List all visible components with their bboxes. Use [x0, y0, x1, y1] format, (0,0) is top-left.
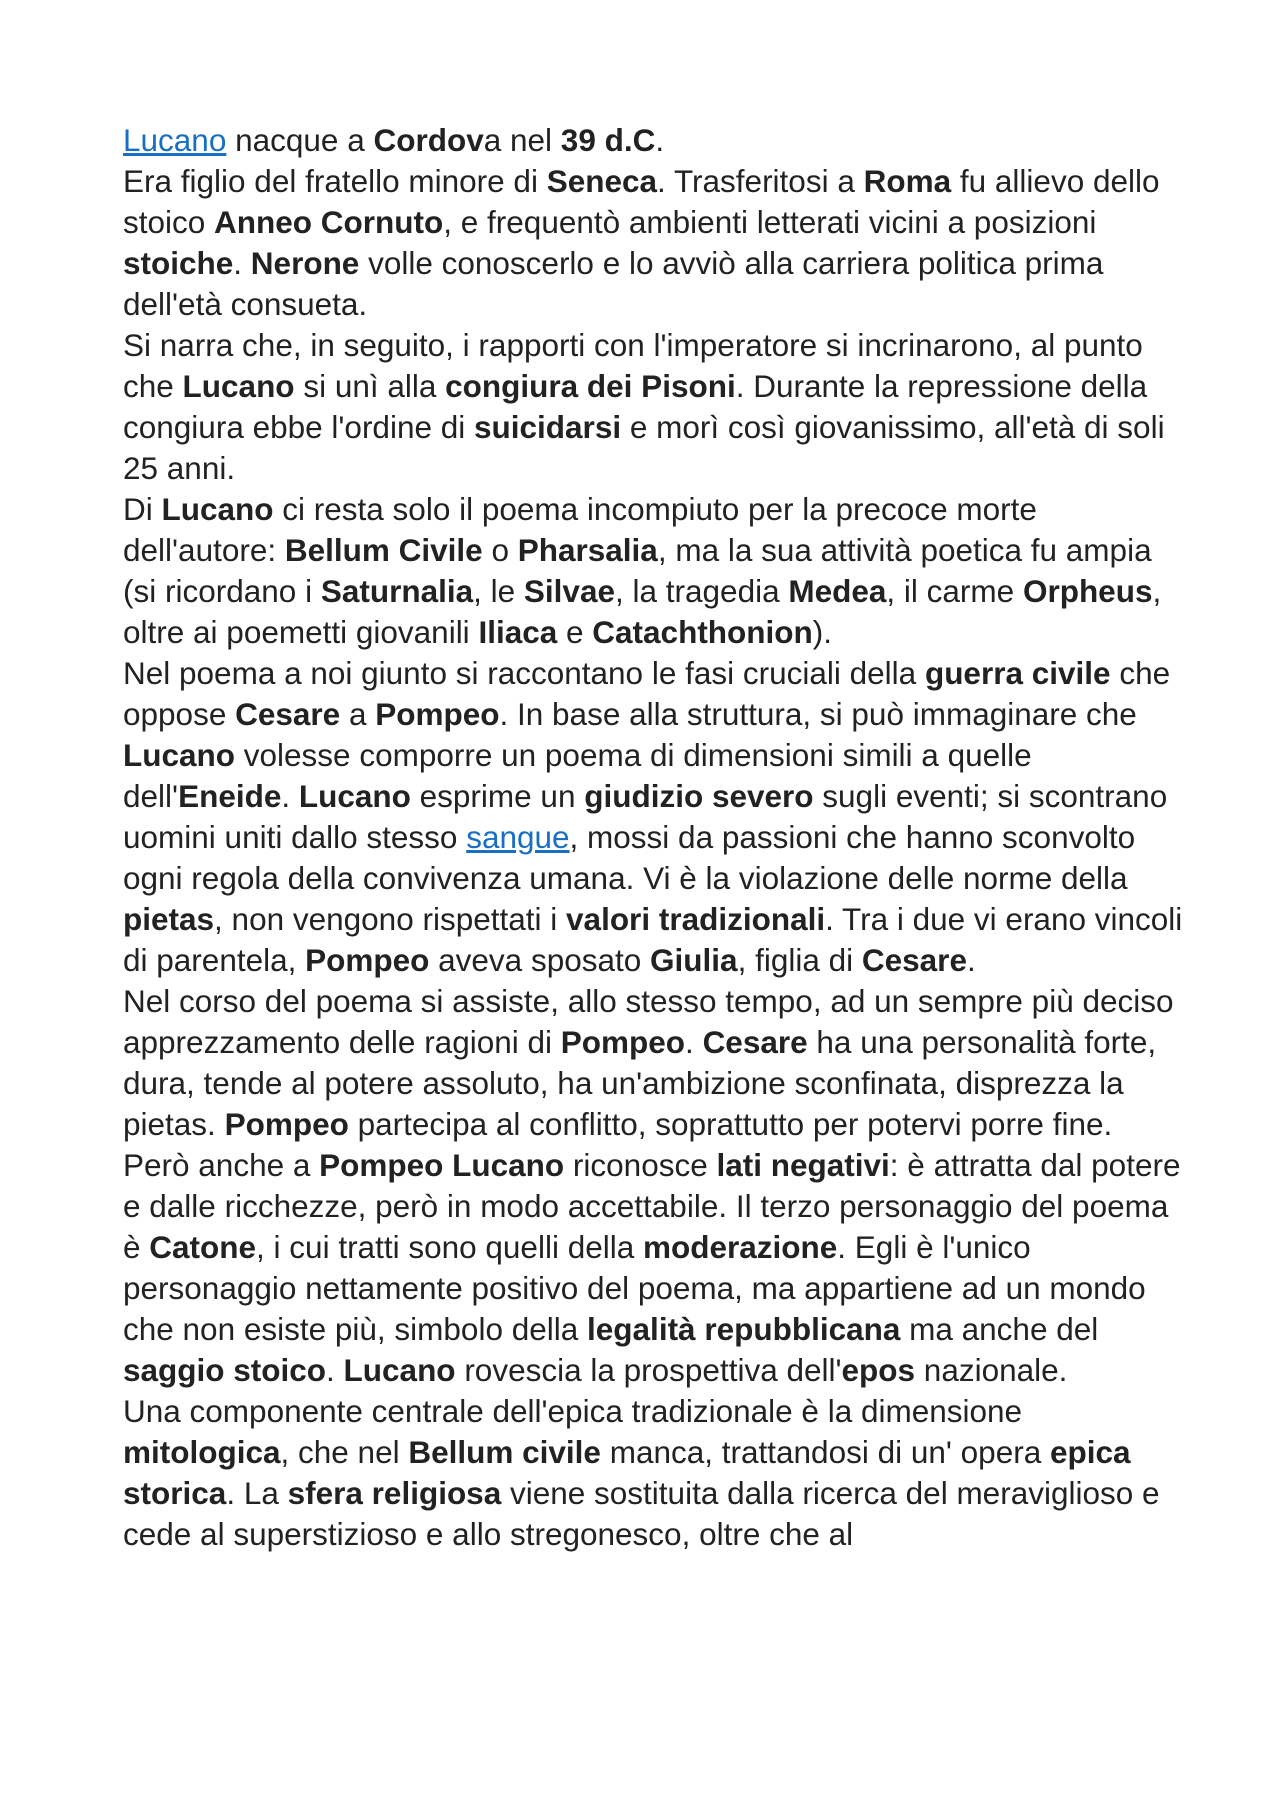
text-run: , le — [473, 573, 524, 609]
text-run: , oltre ai poemetti giovanili — [123, 573, 1162, 650]
bold-text: Lucano — [161, 491, 274, 527]
text-run: . — [326, 1352, 344, 1388]
text-run: e morì così giovanissimo, all'età di soli 25 anni. — [123, 409, 1165, 486]
text-run: riconosce — [564, 1147, 717, 1183]
bold-text: Seneca — [546, 163, 658, 199]
bold-text: sfera religiosa — [287, 1475, 502, 1511]
bold-text: Cesare — [702, 1024, 808, 1060]
bold-text: Iliaca — [478, 614, 558, 650]
paragraph — [123, 120, 1183, 161]
text-run: viene sostituita dalla ricerca del meraviglioso e cede al superstizioso e allo stregonesco, oltre che al — [123, 1475, 1160, 1552]
bold-text: pietas — [123, 901, 215, 937]
text-run: , figlia di — [737, 942, 862, 978]
bold-text: Pompeo — [560, 1024, 686, 1060]
bold-text: Anneo Cornuto — [214, 204, 444, 240]
text-run: . — [685, 1024, 703, 1060]
text-run: esprime un — [410, 778, 585, 814]
bold-text: Giulia — [650, 942, 738, 978]
text-run: , e frequentò ambienti letterati vicini a posizioni — [443, 204, 1097, 240]
text-run: , il carme — [886, 573, 1023, 609]
text-run: partecipa al conflitto, soprattutto per potervi porre fine. Però anche a — [123, 1106, 1113, 1183]
bold-text: Pompeo Lucano — [319, 1147, 565, 1183]
text-run: . — [655, 122, 665, 158]
text-run: . — [233, 245, 251, 281]
text-run: a nel — [483, 122, 561, 158]
bold-text: Lucano — [343, 1352, 456, 1388]
text-run: rovescia la prospettiva dell' — [455, 1352, 842, 1388]
paragraph — [123, 981, 1183, 1391]
document-body — [123, 120, 1183, 1555]
text-run: ). — [812, 614, 833, 650]
bold-text: Pompeo — [375, 696, 500, 732]
text-run: volesse comporre un poema di dimensioni simili a quelle dell' — [123, 737, 1032, 814]
text-run: o — [482, 532, 518, 568]
bold-text: Eneide — [178, 778, 282, 814]
bold-text: congiura dei Pisoni — [445, 368, 736, 404]
text-run: nacque a — [226, 122, 374, 158]
bold-text: epica storica — [123, 1434, 1131, 1511]
bold-text: legalità repubblicana — [587, 1311, 901, 1347]
text-run: manca, trattandosi di un' opera — [600, 1434, 1050, 1470]
bold-text: lati negativi — [716, 1147, 890, 1183]
text-run: Era figlio del fratello minore di — [123, 163, 547, 199]
text-run: . Durante la repressione della congiura ebbe l'ordine di — [123, 368, 1148, 445]
text-run: , che nel — [280, 1434, 409, 1470]
text-run: . Tra i due vi erano vincoli di parentela, — [123, 901, 1183, 978]
text-run: ci resta solo il poema incompiuto per la precoce morte dell'autore: — [123, 491, 1037, 568]
bold-text: valori tradizionali — [566, 901, 826, 937]
paragraph — [123, 653, 1183, 981]
inline-link[interactable]: sangue — [466, 819, 570, 855]
bold-text: Nerone — [250, 245, 360, 281]
text-run: , non vengono rispettati i — [214, 901, 567, 937]
text-run: : è attratta dal potere e dalle ricchezze, però in modo accettabile. Il terzo personaggio del poema è — [123, 1147, 1181, 1265]
text-run: sugli eventi; si scontrano uomini uniti dallo stesso — [123, 778, 1168, 855]
text-run: Una componente centrale dell'epica tradizionale è la dimensione — [123, 1393, 1023, 1429]
text-run: Nel poema a noi giunto si raccontano le fasi cruciali della — [123, 655, 925, 691]
bold-text: Orpheus — [1022, 573, 1153, 609]
bold-text: Catachthonion — [592, 614, 813, 650]
text-run: . — [281, 778, 299, 814]
bold-text: Pompeo — [224, 1106, 349, 1142]
text-run: volle conoscerlo e lo avviò alla carriera politica prima dell'età consueta. — [123, 245, 1104, 322]
bold-text: Silvae — [523, 573, 615, 609]
text-run: , mossi da passioni che hanno sconvolto ogni regola della convivenza umana. Vi è la violazione delle norme della — [123, 819, 1136, 896]
text-run: . La — [226, 1475, 288, 1511]
text-run: . — [966, 942, 976, 978]
bold-text: Lucano — [123, 737, 236, 773]
text-run: Nel corso del poema si assiste, allo stesso tempo, ad un sempre più deciso apprezzamento delle ragioni di — [123, 983, 1174, 1060]
bold-text: Cordov — [373, 122, 484, 158]
bold-text: suicidarsi — [474, 409, 622, 445]
text-run: Si narra che, in seguito, i rapporti con l'imperatore si incrinarono, al punto che — [123, 327, 1143, 404]
text-run: . Trasferitosi a — [657, 163, 864, 199]
bold-text: Medea — [788, 573, 887, 609]
text-run: . In base alla struttura, si può immaginare che — [499, 696, 1137, 732]
text-run: , i cui tratti sono quelli della — [256, 1229, 643, 1265]
text-run: a — [340, 696, 376, 732]
paragraph — [123, 325, 1183, 489]
bold-text: Pompeo — [305, 942, 430, 978]
text-run: Di — [123, 491, 162, 527]
text-run: ha una personalità forte, dura, tende al potere assoluto, ha un'ambizione sconfinata, disprezza la pietas. — [123, 1024, 1157, 1142]
bold-text: Saturnalia — [320, 573, 474, 609]
text-run: fu allievo dello stoico — [123, 163, 1160, 240]
bold-text: Bellum civile — [408, 1434, 601, 1470]
paragraph — [123, 161, 1183, 325]
text-run: che oppose — [123, 655, 1171, 732]
text-run: , la tragedia — [615, 573, 789, 609]
bold-text: Cesare — [235, 696, 341, 732]
bold-text: Bellum Civile — [284, 532, 483, 568]
bold-text: moderazione — [643, 1229, 838, 1265]
text-run: nazionale. — [915, 1352, 1068, 1388]
paragraph — [123, 489, 1183, 653]
bold-text: stoiche — [123, 245, 234, 281]
bold-text: Lucano — [298, 778, 411, 814]
text-run: si unì alla — [294, 368, 446, 404]
bold-text: mitologica — [123, 1434, 281, 1470]
bold-text: epos — [841, 1352, 916, 1388]
bold-text: saggio stoico — [123, 1352, 327, 1388]
bold-text: guerra civile — [924, 655, 1111, 691]
text-run: e — [557, 614, 593, 650]
bold-text: Roma — [863, 163, 952, 199]
bold-text: 39 d.C — [560, 122, 656, 158]
bold-text: Pharsalia — [517, 532, 658, 568]
paragraph — [123, 1391, 1183, 1555]
text-run: . Egli è l'unico personaggio nettamente positivo del poema, ma appartiene ad un mondo che non esiste più, simbolo della — [123, 1229, 1146, 1347]
text-run: , ma la sua attività poetica fu ampia (si ricordano i — [123, 532, 1152, 609]
inline-link[interactable]: Lucano — [123, 122, 227, 158]
text-run: ma anche del — [900, 1311, 1099, 1347]
bold-text: Cesare — [861, 942, 967, 978]
text-run: aveva sposato — [429, 942, 651, 978]
bold-text: Catone — [149, 1229, 257, 1265]
bold-text: Lucano — [182, 368, 295, 404]
bold-text: giudizio severo — [584, 778, 814, 814]
